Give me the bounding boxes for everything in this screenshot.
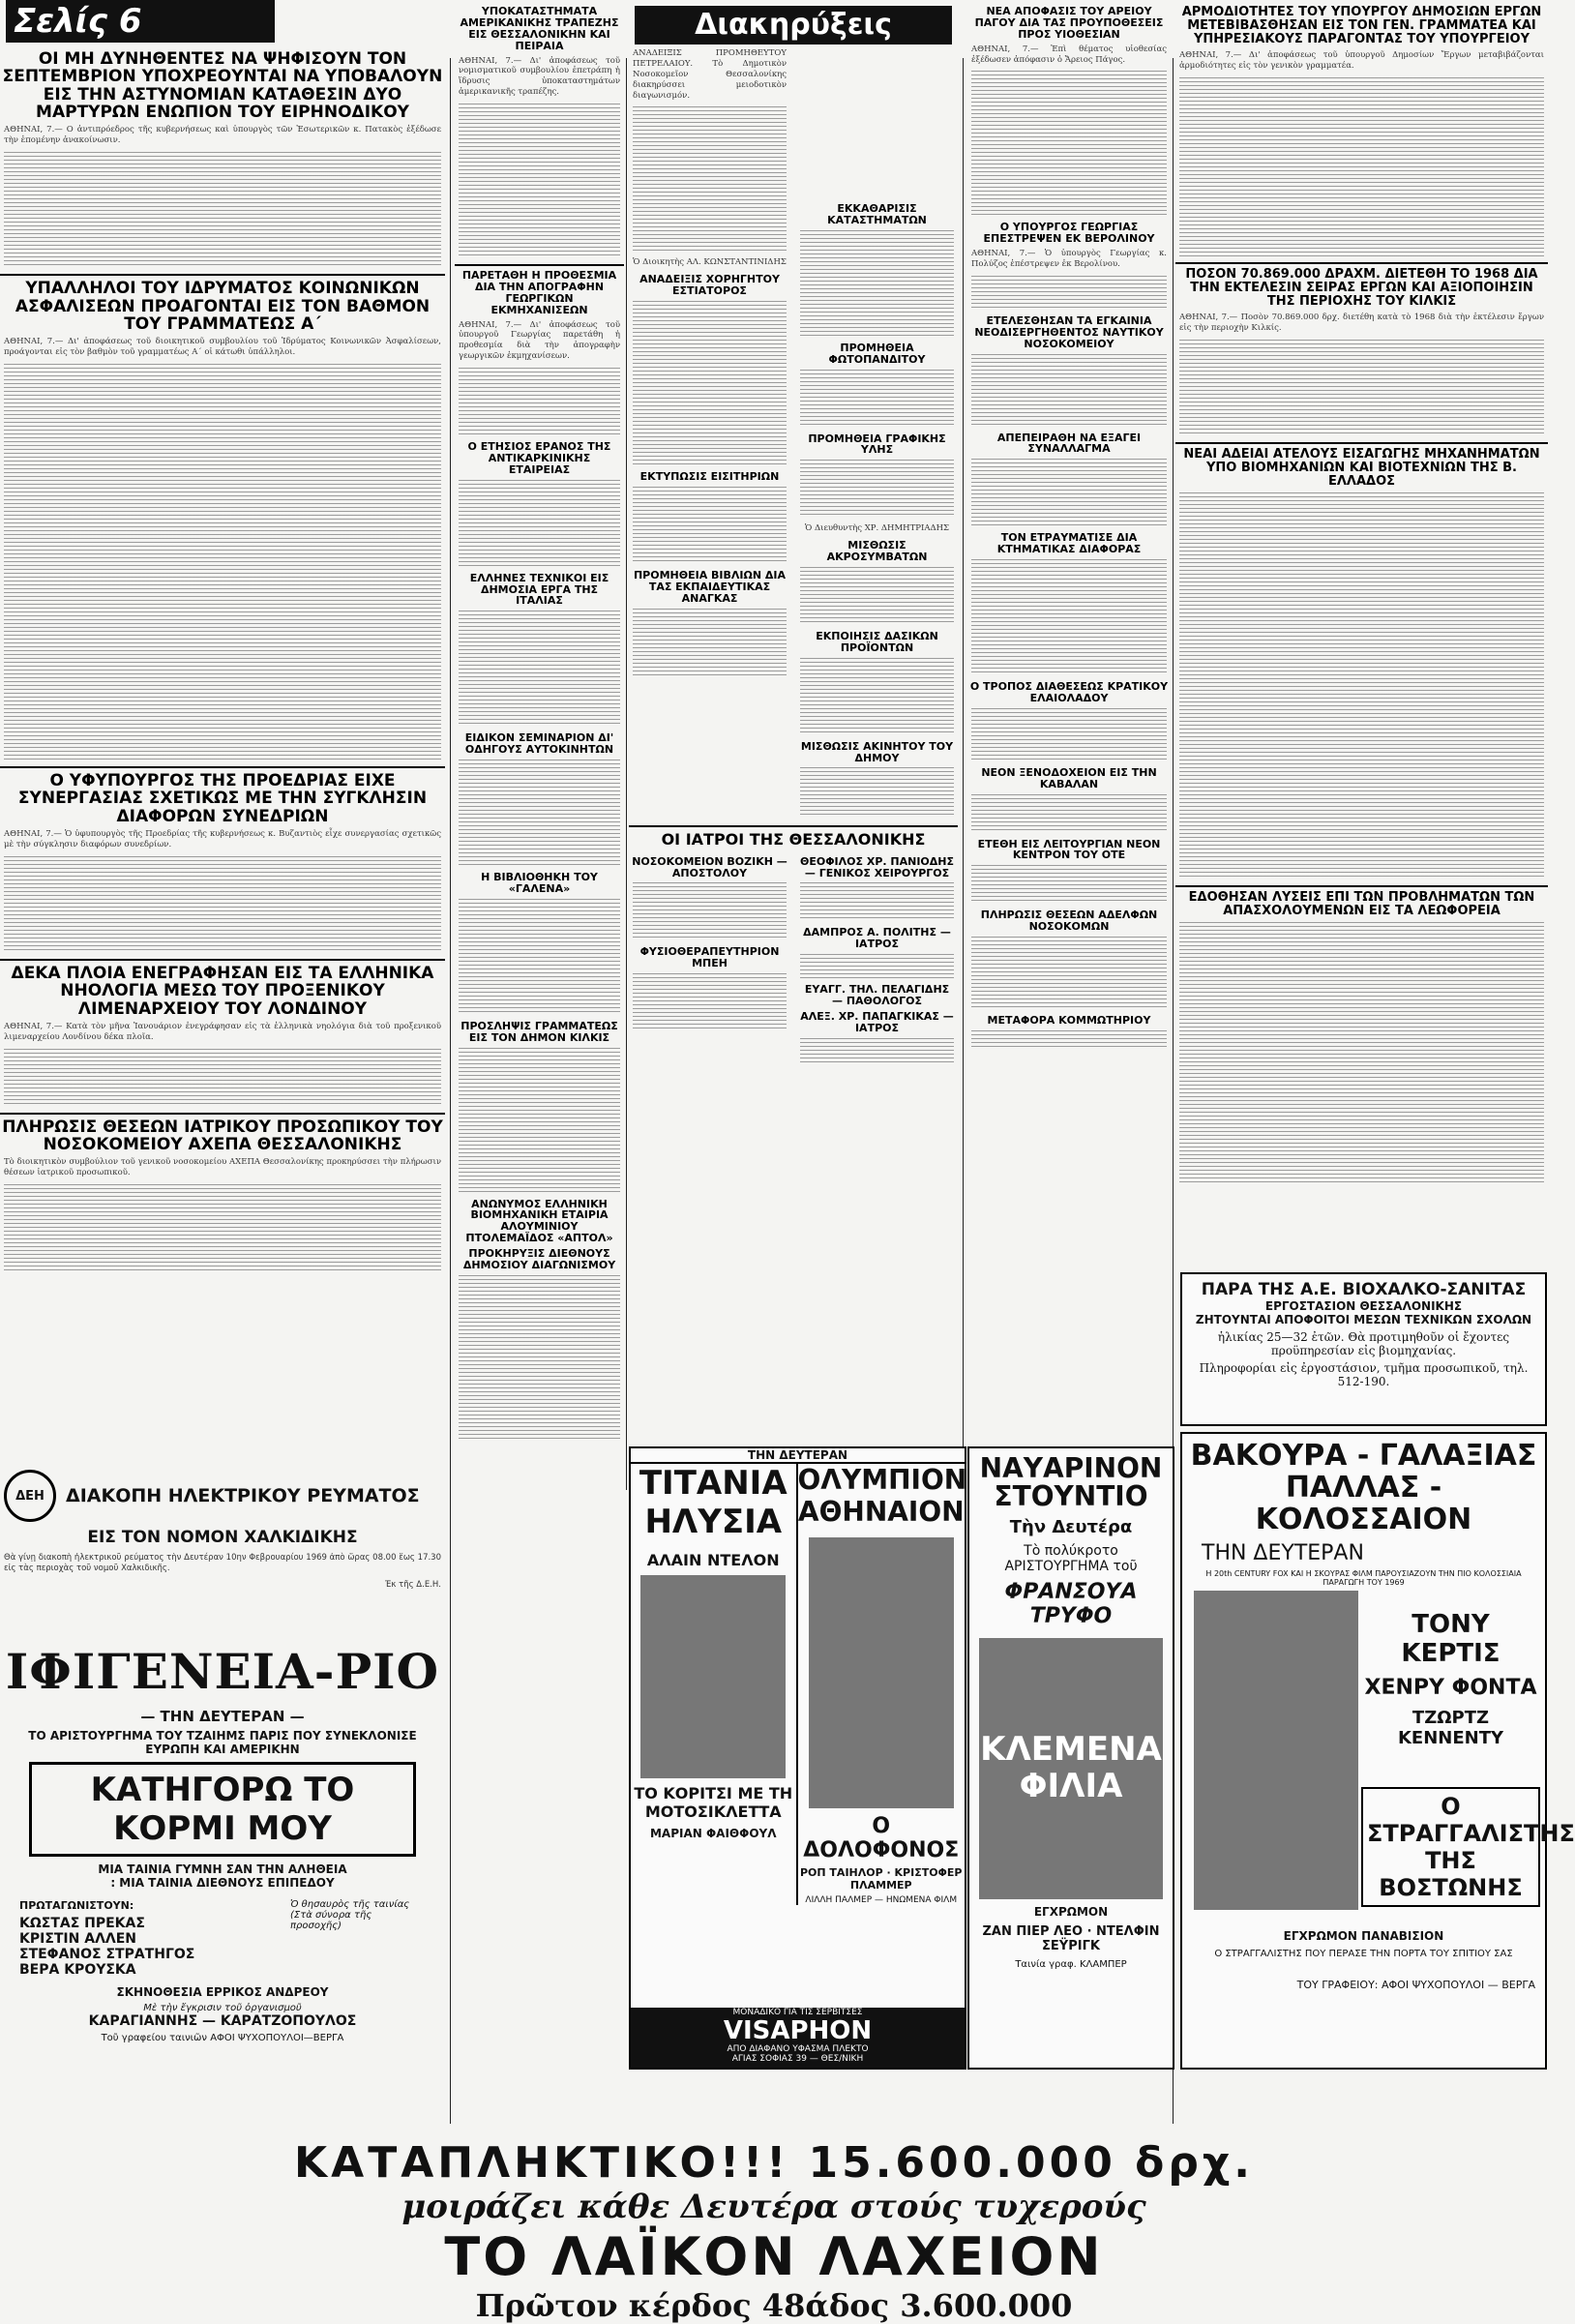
- deh-subtitle: ΕΙΣ ΤΟΝ ΝΟΜΟΝ ΧΑΛΚΙΔΙΚΗΣ: [87, 1528, 358, 1547]
- article-body-lines: [459, 760, 620, 866]
- ad-day: ΤΗΝ ΔΕΥΤΕΡΑΝ: [1202, 1541, 1364, 1565]
- article-body-lines: [1179, 922, 1544, 1183]
- article-body-lines: [800, 954, 954, 978]
- doctor-listing: ΑΛΕΞ. ΧΡ. ΠΑΠΑΓΚΙΚΑΣ — ΙΑΤΡΟΣ: [800, 1009, 954, 1034]
- headline-oil: Ο ΤΡΟΠΟΣ ΔΙΑΘΕΣΕΩΣ ΚΡΑΤΙΚΟΥ ΕΛΑΙΟΛΑΔΟΥ: [969, 680, 1169, 704]
- headline-currency: ΑΠΕΠΕΙΡΑΘΗ ΝΑ ΕΞΑΓΕΙ ΣΥΝΑΛΛΑΓΜΑ: [996, 431, 1142, 456]
- column-rule: [963, 58, 964, 1490]
- studio-note: Η 20th CENTURY FOX ΚΑΙ Η ΣΚΟΥΡΑΣ ΦΙΛΜ ΠΑΡΟΥΣΙΑΖΟΥΝ ΤΗΝ ΠΙΟ ΚΟΛΟΣΣΙΑΙΑ ΠΑΡΑΓΩΓΗ ΤΟΥ 1969: [1205, 1569, 1522, 1587]
- headline-ika: ΥΠΑΛΛΗΛΟΙ ΤΟΥ ΙΔΡΥΜΑΤΟΣ ΚΟΙΝΩΝΙΚΩΝ ΑΣΦΑΛΙΣΕΩΝ ΠΡΟΑΓΟΝΤΑΙ ΕΙΣ ΤΟΝ ΒΑΘΜΟΝ ΤΟΥ ΓΡΑΜΜΑΤΕΩΣ Α΄: [15, 279, 431, 334]
- article-body-lines: [800, 460, 954, 518]
- column-rule: [626, 58, 627, 1490]
- deh-notice: [0, 1466, 445, 1621]
- article-body-lines: [800, 370, 954, 428]
- ad-note: Ο ΣΤΡΑΓΓΑΛΙΣΤΗΣ ΠΟΥ ΠΕΡΑΣΕ ΤΗΝ ΠΟΡΤΑ ΤΟΥ ΣΠΙΤΙΟΥ ΣΑΣ: [1214, 1949, 1513, 1959]
- article-body-lines: [4, 1184, 441, 1271]
- article-text: ΑΘΗΝΑΙ, 7.— Ἐπὶ θέματος υἱοθεσίας ἐξέδωσεν ἀπόφασιν ὁ Ἄρειος Πάγος.: [971, 44, 1167, 65]
- ad-line: ἡλικίας 25—32 ἐτῶν. Θὰ προτιμηθοῦν οἱ ἔχοντες προϋπηρεσίαν εἰς βιομηχανίας.: [1217, 1330, 1510, 1357]
- film-title: ΚΑΤΗΓΟΡΩ ΤΟ ΚΟΡΜΙ ΜΟΥ: [29, 1762, 416, 1857]
- article-body-lines: [800, 767, 954, 816]
- article-body-lines: [633, 487, 787, 564]
- distributor: Τοῦ γραφείου ταινιῶν ΑΦΟΙ ΨΥΧΟΠΟΥΛΟΙ—ΒΕΡΓΑ: [101, 2033, 344, 2043]
- film-poster-image: [1194, 1591, 1358, 1910]
- article-body-lines: [633, 301, 787, 465]
- article-body-lines: [4, 364, 441, 760]
- signature: Ὁ Διοικητὴς ΑΛ. ΚΩΝΣΤΑΝΤΙΝΙΔΗΣ: [633, 257, 787, 268]
- headline-ote: ΕΤΕΘΗ ΕΙΣ ΛΕΙΤΟΥΡΓΙΑΝ ΝΕΟΝ ΚΕΝΤΡΟΝ ΤΟΥ ΟΤΕ: [977, 837, 1161, 862]
- film-poster-image: [979, 1638, 1163, 1899]
- cinema-names: ΒΑΚΟΥΡΑ - ΓΑΛΑΞΙΑΣ ΠΑΛΛΑΣ - ΚΟΛΟΣΣΑΙΟΝ: [1190, 1439, 1537, 1536]
- lottery-ad: [0, 2138, 1548, 2324]
- headline-seminar: ΕΙΔΙΚΟΝ ΣΕΜΙΝΑΡΙΟΝ ΔΙ' ΟΔΗΓΟΥΣ ΑΥΤΟΚΙΝΗΤΩΝ: [464, 731, 614, 757]
- distributor: Ταινία γραφ. ΚΛΑΜΠΕΡ: [1015, 1958, 1127, 1970]
- doctor-listing: ΘΕΟΦΙΛΟΣ ΧΡ. ΠΑΝΙΟΔΗΣ — ΓΕΝΙΚΟΣ ΧΕΙΡΟΥΡΓΟΣ: [799, 854, 955, 879]
- actor-name: ΤΟΝΥ ΚΕΡΤΙΣ: [1401, 1610, 1501, 1668]
- article-body-lines: [971, 937, 1167, 1009]
- visaphon-brand: VISAPHON: [723, 2016, 873, 2045]
- article-text: Τὸ διοικητικὸν συμβούλιον τοῦ γενικοῦ νοσοκομείου ΑΧΕΠΑ Θεσσαλονίκης προκηρύσσει τὴν πλήρωσιν θέσεων ἰατρικοῦ προσωπικοῦ.: [4, 1157, 441, 1178]
- deh-sign: Ἐκ τῆς Δ.Ε.Η.: [385, 1579, 441, 1590]
- deh-text: Θὰ γίνῃ διακοπὴ ἠλεκτρικοῦ ρεύματος τὴν Δευτέραν 10ην Φεβρουαρίου 1969 ἀπὸ ὥρας 08.00 ἕως 17.30 εἰς τὰς περιοχὰς τοῦ νομοῦ Χαλκιδικῆς.: [4, 1553, 441, 1573]
- headline-achepa: ΠΛΗΡΩΣΙΣ ΘΕΣΕΩΝ ΙΑΤΡΙΚΟΥ ΠΡΟΣΩΠΙΚΟΥ ΤΟΥ ΝΟΣΟΚΟΜΕΙΟΥ ΑΧΕΠΑ ΘΕΣΣΑΛΟΝΙΚΗΣ: [2, 1117, 443, 1155]
- ifigeneia-cinema-ad: [0, 1635, 445, 2066]
- lottery-headline: ΚΑΤΑΠΛΗΚΤΙΚΟ!!! 15.600.000 δρχ.: [294, 2138, 1254, 2188]
- headline-tickets: ΕΚΤΥΠΩΣΙΣ ΕΙΣΙΤΗΡΙΩΝ: [639, 470, 780, 483]
- headline-italy: ΕΛΛΗΝΕΣ ΤΕΧΝΙΚΟΙ ΕΙΣ ΔΗΜΟΣΙΑ ΕΡΓΑ ΤΗΣ ΙΤΑΛΙΑΣ: [469, 571, 609, 608]
- article-body-lines: [971, 71, 1167, 216]
- lottery-subline: μοιράζει κάθε Δευτέρα στούς τυχερούς: [401, 2188, 1146, 2226]
- headline-liquidation: ΕΚΚΑΘΑΡΙΣΙΣ ΚΑΤΑΣΤΗΜΑΤΩΝ: [827, 202, 927, 226]
- distributor: ΤΟΥ ΓΡΑΦΕΙΟΥ: ΑΦΟΙ ΨΥΧΟΠΟΥΛΟΙ — ΒΕΡΓΑ: [1296, 1979, 1535, 1991]
- ad-tagline: Τὸ πολύκροτο ΑΡΙΣΤΟΥΡΓΗΜΑ τοῦ: [1004, 1542, 1138, 1574]
- article-body-lines: [971, 559, 1167, 675]
- article-body-lines: [633, 973, 787, 1031]
- film-still-image: [809, 1537, 954, 1808]
- article-body-lines: [800, 230, 954, 337]
- ad-line: ΕΡΓΟΣΤΑΣΙΟΝ ΘΕΣΣΑΛΟΝΙΚΗΣ: [1264, 1299, 1463, 1313]
- article-body-lines: [633, 106, 787, 252]
- article-body-lines: [459, 1048, 620, 1193]
- article-body-lines: [971, 276, 1167, 310]
- doctors-title: ΟΙ ΙΑΤΡΟΙ ΤΗΣ ΘΕΣΣΑΛΟΝΙΚΗΣ: [661, 830, 926, 849]
- article-body-lines: [800, 567, 954, 625]
- headline-machinery: ΝΕΑΙ ΑΔΕΙΑΙ ΑΤΕΛΟΥΣ ΕΙΣΑΓΩΓΗΣ ΜΗΧΑΝΗΜΑΤΩΝ ΥΠΟ ΒΙΟΜΗΧΑΝΙΩΝ ΚΑΙ ΒΙΟΤΕΧΝΙΩΝ ΤΗΣ Β. ΕΛΛΑΔΟΣ: [1183, 446, 1540, 489]
- headline-hospital: ΕΤΕΛΕΣΘΗΣΑΝ ΤΑ ΕΓΚΑΙΝΙΑ ΝΕΟΔΙΣΕΡΓΗΘΕΝΤΟΣ ΝΑΥΤΙΚΟΥ ΝΟΣΟΚΟΜΕΙΟΥ: [974, 313, 1164, 350]
- article-text: ΑΘΗΝΑΙ, 7.— Ὁ ὑπουργὸς Γεωργίας κ. Πολύζος ἐπέστρεψεν ἐκ Βερολίνου.: [971, 249, 1167, 269]
- deh-logo-icon: ΔΕΗ: [4, 1470, 56, 1522]
- headline-library: Η ΒΙΒΛΙΟΘΗΚΗ ΤΟΥ «ΓΑΛΕΝΑ»: [481, 871, 598, 895]
- headline-kilkis-budget: ΠΟΣΟΝ 70.869.000 ΔΡΑΧΜ. ΔΙΕΤΕΘΗ ΤΟ 1968 ΔΙΑ ΤΗΝ ΕΚΤΕΛΕΣΙΝ ΣΕΙΡΑΣ ΕΡΓΩΝ ΚΑΙ ΑΞΙΟΠΟΙΗΣΙΝ ΤΗΣ ΠΕΡΙΟΧΗΣ ΤΟΥ ΚΙΛΚΙΣ: [1185, 266, 1538, 309]
- article-body-lines: [800, 1038, 954, 1062]
- actor-name: ΑΛΑΙΝ ΝΤΕΛΟΝ: [646, 1551, 780, 1569]
- article-body-lines: [1179, 77, 1544, 256]
- headline-forest: ΕΚΠΟΙΗΣΙΣ ΔΑΣΙΚΩΝ ΠΡΟΪΟΝΤΩΝ: [816, 629, 938, 654]
- ad-note: Μὲ τὴν ἔγκρισιν τοῦ ὀργανισμοῦ: [143, 2003, 302, 2013]
- producers: ΚΑΡΑΓΙΑΝΝΗΣ — ΚΑΡΑΤΖΟΠΟΥΛΟΣ: [88, 2013, 357, 2029]
- visaphon-line: ΜΟΝΑΔΙΚΟ ΓΙΑ ΤΙΣ ΣΕΡΒΙΤΣΕΣ: [732, 2008, 863, 2017]
- article-body-lines: [633, 609, 787, 676]
- article-body-lines: [633, 882, 787, 940]
- film-title: Ο ΣΤΡΑΓΓΑΛΙΣΤΗΣ ΤΗΣ ΒΟΣΤΩΝΗΣ: [1361, 1787, 1540, 1907]
- headline-injury: ΤΟΝ ΕΤΡΑΥΜΑΤΙΣΕ ΔΙΑ ΚΤΗΜΑΤΙΚΑΣ ΔΙΑΦΟΡΑΣ: [996, 531, 1142, 556]
- titania-cinema-ad: [629, 1446, 966, 2070]
- article-text: ΑΝΑΔΕΙΞΙΣ ΠΡΟΜΗΘΕΥΤΟΥ ΠΕΤΡΕΛΑΙΟΥ. Τὸ Δημοτικὸν Νοσοκομεῖον Θεσσαλονίκης διακηρύσσει μειοδοτικὸν διαγωνισμόν.: [633, 48, 787, 101]
- column-4: [967, 0, 1171, 1056]
- article-body-lines: [1179, 492, 1544, 879]
- headline-cook: ΑΝΑΔΕΙΞΙΣ ΧΟΡΗΓΗΤΟΥ ΕΣΤΙΑΤΟΡΟΣ: [639, 273, 780, 298]
- lottery-prize: Πρῶτον κέρδος 48άδος 3.600.000: [475, 2287, 1073, 2324]
- cast-member: ΒΕΡΑ ΚΡΟΥΣΚΑ: [19, 1962, 136, 1978]
- ad-line: ΖΗΤΟΥΝΤΑΙ ΑΠΟΦΟΙΤΟΙ ΜΕΣΩΝ ΤΕΧΝΙΚΩΝ ΣΧΟΛΩΝ: [1195, 1313, 1532, 1326]
- cinema-name: ΤΙΤΑΝΙΑ: [639, 1464, 788, 1503]
- ad-note: ΛΙΛΛΗ ΠΑΛΜΕΡ — ΗΝΩΜΕΝΑ ΦΙΛΜ: [805, 1895, 958, 1905]
- headline-books: ΠΡΟΜΗΘΕΙΑ ΒΙΒΛΙΩΝ ΔΙΑ ΤΑΣ ΕΚΠΑΙΔΕΥΤΙΚΑΣ ΑΝΑΓΚΑΣ: [633, 568, 787, 605]
- headline-nurses: ΠΛΗΡΩΣΙΣ ΘΕΣΕΩΝ ΑΔΕΛΦΩΝ ΝΟΣΟΚΟΜΩΝ: [980, 909, 1158, 934]
- ad-line: Πληροφορίαι εἰς ἐργοστάσιον, τμῆμα προσωπικοῦ, τηλ. 512-190.: [1199, 1361, 1529, 1388]
- film-title: Ο ΔΟΛΟΦΟΝΟΣ: [803, 1814, 960, 1862]
- ad-subline: ΜΙΑ ΤΑΙΝΙΑ ΓΥΜΝΗ ΣΑΝ ΤΗΝ ΑΛΗΘΕΙΑ: [98, 1862, 347, 1876]
- actor-name: ΖΑΝ ΠΙΕΡ ΛΕΟ · ΝΤΕΛΦΙΝ ΣΕΫΡΙΓΚ: [982, 1923, 1160, 1953]
- column-3: [629, 0, 958, 1068]
- article-text: ΑΘΗΝΑΙ, 7.— Ὁ ὑφυπουργὸς τῆς Προεδρίας τῆς κυβερνήσεως κ. Βυζαντιὸς εἶχε συνεργασίας σχετικῶς μὲ τὴν σύγκλησιν διαφόρων συνεδρίων.: [4, 829, 441, 849]
- headline-minister: Ο ΥΠΟΥΡΓΟΣ ΓΕΩΡΓΙΑΣ ΕΠΕΣΤΡΕΨΕΝ ΕΚ ΒΕΡΟΛΙΝΟΥ: [983, 221, 1155, 246]
- cinema-name: ΙΦΙΓΕΝΕΙΑ-ΡΙΟ: [5, 1643, 440, 1700]
- article-body-lines: [1179, 340, 1544, 436]
- headline-salon: ΜΕΤΑΦΟΡΑ ΚΟΜΜΩΤΗΡΙΟΥ: [987, 1014, 1151, 1027]
- visaphon-line: ΑΓΙΑΣ ΣΟΦΙΑΣ 39 — ΘΕΣ/ΝΙΚΗ: [731, 2054, 864, 2064]
- cast-member: ΚΡΙΣΤΙΝ ΑΛΛΕΝ: [19, 1931, 137, 1947]
- diakirixeis-banner: Διακηρύξεις: [635, 6, 952, 45]
- section-label: Σελίς 6: [6, 0, 275, 43]
- article-body-lines: [459, 480, 620, 567]
- cast-member: ΚΩΣΤΑΣ ΠΡΕΚΑΣ: [19, 1916, 145, 1931]
- article-body-lines: [459, 611, 620, 727]
- column-1: [0, 0, 445, 1277]
- article-body-lines: [971, 354, 1167, 427]
- article-body-lines: [971, 1030, 1167, 1050]
- vakoura-cinema-ad: [1180, 1432, 1575, 2070]
- navarino-cinema-ad: [967, 1446, 1174, 2070]
- article-body-lines: [800, 658, 954, 735]
- deh-title: ΔΙΑΚΟΠΗ ΗΛΕΚΤΡΙΚΟΥ ΡΕΥΜΑΤΟΣ: [66, 1485, 420, 1506]
- article-text: ΑΘΗΝΑΙ, 7.— Δι' ἀποφάσεως τοῦ ὑπουργοῦ Γεωργίας παρετάθη ἡ προθεσμία διὰ τὴν ἀπογραφὴν γεωργικῶν ἐκμηχανίσεων.: [459, 319, 620, 362]
- cinema-name: ΟΛΥΜΠΙΟΝ: [797, 1464, 967, 1496]
- headline-buses: ΕΔΟΘΗΣΑΝ ΛΥΣΕΙΣ ΕΠΙ ΤΩΝ ΠΡΟΒΛΗΜΑΤΩΝ ΤΩΝ ΑΠΑΣΧΟΛΟΥΜΕΝΩΝ ΕΙΣ ΤΑ ΛΕΩΦΟΡΕΙΑ: [1188, 889, 1535, 918]
- article-text: ΑΘΗΝΑΙ, 7.— Κατὰ τὸν μῆνα Ἰανουάριον ἐνεγράφησαν εἰς τὰ ἑλληνικὰ νηολόγια διὰ τοῦ προξενικοῦ λιμεναρχείου Λονδίνου δέκα πλοῖα.: [4, 1021, 441, 1042]
- article-body-lines: [4, 856, 441, 953]
- headline-property: ΜΙΣΘΩΣΙΣ ΑΚΙΝΗΤΟΥ ΤΟΥ ΔΗΜΟΥ: [800, 739, 954, 764]
- lottery-name: ΤΟ ΛΑΪΚΟΝ ΛΑΧΕΙΟΝ: [444, 2226, 1104, 2287]
- director: ΦΡΑΝΣΟΥΑ ΤΡΥΦΟ: [1004, 1579, 1138, 1628]
- visaphon-banner: [631, 2008, 965, 2068]
- article-text: ΑΘΗΝΑΙ, 7.— Δι' ἀποφάσεως τοῦ ὑπουργοῦ Δημοσίων Ἔργων μεταβιβάζονται ἀρμοδιότητες εἰς τὸν γενικὸν γραμματέα.: [1179, 50, 1544, 71]
- column-2: [455, 0, 624, 1445]
- doctor-listing: ΔΑΜΠΡΟΣ Α. ΠΟΛΙΤΗΣ — ΙΑΤΡΟΣ: [803, 926, 951, 951]
- color-note: ΕΓΧΡΩΜΟΝ: [1033, 1904, 1109, 1919]
- headline-hotel: ΝΕΟΝ ΞΕΝΟΔΟΧΕΙΟΝ ΕΙΣ ΤΗΝ ΚΑΒΑΛΑΝ: [981, 765, 1157, 790]
- headline-presidency: Ο ΥΦΥΠΟΥΡΓΟΣ ΤΗΣ ΠΡΟΕΔΡΙΑΣ ΕΙΧΕ ΣΥΝΕΡΓΑΣΙΑΣ ΣΧΕΤΙΚΩΣ ΜΕ ΤΗΝ ΣΥΓΚΛΗΣΙΝ ΔΙΑΦΟΡΩΝ ΣΥΝΕΔΡΙΩΝ: [17, 771, 428, 826]
- film-still-image: [640, 1575, 786, 1778]
- ad-subline: : ΜΙΑ ΤΑΙΝΙΑ ΔΙΕΘΝΟΥΣ ΕΠΙΠΕΔΟΥ: [110, 1876, 335, 1890]
- headline-cancer: Ο ΕΤΗΣΙΟΣ ΕΡΑΝΟΣ ΤΗΣ ΑΝΤΙΚΑΡΚΙΝΙΚΗΣ ΕΤΑΙΡΕΙΑΣ: [467, 440, 611, 476]
- cinema-name: ΗΛΥΣΙΑ: [644, 1503, 783, 1541]
- headline-aptol: ΑΝΩΝΥΜΟΣ ΕΛΛΗΝΙΚΗ ΒΙΟΜΗΧΑΝΙΚΗ ΕΤΑΙΡΙΑ ΑΛΟΥΜΙΝΙΟΥ ΠΤΟΛΕΜΑΪΔΟΣ «ΑΠΤΟΛ»: [465, 1197, 613, 1245]
- headline-stationery: ΠΡΟΜΗΘΕΙΑ ΓΡΑΦΙΚΗΣ ΥΛΗΣ: [808, 432, 946, 457]
- headline-aptol-tender: ΠΡΟΚΗΡΥΞΙΣ ΔΙΕΘΝΟΥΣ ΔΗΜΟΣΙΟΥ ΔΙΑΓΩΝΙΣΜΟΥ: [462, 1247, 616, 1271]
- ad-tagline: ΤΟ ΑΡΙΣΤΟΥΡΓΗΜΑ ΤΟΥ ΤΖΑΙΗΜΣ ΠΑΡΙΣ ΠΟΥ ΣΥΝΕΚΛΟΝΙΣΕ ΕΥΡΩΠΗ ΚΑΙ ΑΜΕΡΙΚΗΝ: [28, 1729, 417, 1756]
- article-body-lines: [971, 708, 1167, 761]
- article-body-lines: [971, 459, 1167, 526]
- headline-photo: ΠΡΟΜΗΘΕΙΑ ΦΩΤΟΠΑΝΔΙΤΟΥ: [828, 341, 926, 366]
- ad-day: — ΤΗΝ ΔΕΥΤΕΡΑΝ —: [140, 1708, 305, 1725]
- article-body-lines: [971, 865, 1167, 904]
- article-text: ΑΘΗΝΑΙ, 7.— Δι' ἀποφάσεως τοῦ διοικητικοῦ συμβουλίου τοῦ Ἱδρύματος Κοινωνικῶν Ἀσφαλίσεων, προάγονται εἰς τὸν βαθμὸν τοῦ γραμματέως Α΄ οἱ κάτωθι ὑπάλληλοι.: [4, 337, 441, 358]
- doctor-listing: ΦΥΣΙΟΘΕΡΑΠΕΥΤΗΡΙΟΝ ΜΠΕΗ: [639, 945, 780, 970]
- article-body-lines: [4, 1049, 441, 1107]
- article-body-lines: [971, 794, 1167, 833]
- article-text: ΑΘΗΝΑΙ, 7.— Ο ἀντιπρόεδρος τῆς κυβερνήσεως καὶ ὑπουργὸς τῶν Ἐσωτερικῶν κ. Πατακὸς ἐξέδωσε τὴν ἑπομένην ἀνακοίνωσιν.: [4, 125, 441, 146]
- film-title: ΤΟ ΚΟΡΙΤΣΙ ΜΕ ΤΗ ΜΟΤΟΣΙΚΛΕΤΤΑ: [634, 1784, 793, 1821]
- column-rule: [450, 58, 451, 2124]
- headline-bank: ΥΠΟΚΑΤΑΣΤΗΜΑΤΑ ΑΜΕΡΙΚΑΝΙΚΗΣ ΤΡΑΠΕΖΗΣ ΕΙΣ ΘΕΣΣΑΛΟΝΙΚΗΝ ΚΑΙ ΠΕΙΡΑΙΑ: [460, 5, 619, 52]
- headline-census: ΠΑΡΕΤΑΘΗ Η ΠΡΟΘΕΣΜΙΑ ΔΙΑ ΤΗΝ ΑΠΟΓΡΑΦΗΝ ΓΕΩΡΓΙΚΩΝ ΕΚΜΗΧΑΝΙΣΕΩΝ: [461, 269, 617, 316]
- doctor-listing: ΕΥΑΓΓ. ΤΗΛ. ΠΕΛΑΓΙΔΗΣ — ΠΑΘΟΛΟΓΟΣ: [804, 983, 950, 1008]
- viohalko-ad: [1180, 1272, 1547, 1426]
- actor-name: ΡΟΠ ΤΑΙΗΛΟΡ · ΚΡΙΣΤΟΦΕΡ ΠΛΑΜΜΕΡ: [799, 1866, 963, 1892]
- film-title: ΚΛΕΜΕΝΑ ΦΙΛΙΑ: [980, 1730, 1162, 1805]
- cinema-name: ΝΑΥΑΡΙΝΟΝ ΣΤΟΥΝΤΙΟ: [979, 1452, 1163, 1513]
- headline-ships: ΔΕΚΑ ΠΛΟΙΑ ΕΝΕΓΡΑΦΗΣΑΝ ΕΙΣ ΤΑ ΕΛΛΗΝΙΚΑ ΝΗΟΛΟΓΙΑ ΜΕΣΩ ΤΟΥ ΠΡΟΞΕΝΙΚΟΥ ΛΙΜΕΝΑΡΧΕΙΟΥ ΤΟΥ ΛΟΝΔΙΝΟΥ: [11, 963, 434, 1019]
- cinema-name: ΑΘΗΝΑΙΟΝ: [797, 1496, 965, 1528]
- actor-name: ΜΑΡΙΑΝ ΦΑΙΘΦΟΥΛ: [649, 1827, 777, 1840]
- article-body-lines: [800, 882, 954, 921]
- article-body-lines: [459, 1275, 620, 1440]
- headline-lease: ΜΙΣΘΩΣΙΣ ΑΚΡΟΣΥΜΒΑΤΩΝ: [826, 539, 928, 563]
- actor-name: ΧΕΝΡΥ ΦΟΝΤΑ: [1364, 1676, 1537, 1700]
- column-5: [1175, 0, 1548, 1189]
- article-body-lines: [459, 104, 620, 258]
- article-body-lines: [459, 899, 620, 1015]
- doctor-listing: ΝΟΣΟΚΟΜΕΙΟΝ ΒΟΖΙΚΗ — ΑΠΟΣΤΟΛΟΥ: [632, 854, 788, 879]
- ad-title: ΠΑΡΑ ΤΗΣ Α.Ε. ΒΙΟΧΑΛΚΟ-ΣΑΝΙΤΑΣ: [1201, 1280, 1527, 1299]
- headline-public-works: ΑΡΜΟΔΙΟΤΗΤΕΣ ΤΟΥ ΥΠΟΥΡΓΟΥ ΔΗΜΟΣΙΩΝ ΕΡΓΩΝ ΜΕΤΕΒΙΒΑΣΘΗΣΑΝ ΕΙΣ ΤΟΝ ΓΕΝ. ΓΡΑΜΜΑΤΕΑ ΚΑΙ ΥΠΗΡΕΣΙΑΚΟΥΣ ΠΑΡΑΓΟΝΤΑΣ ΤΟΥ ΥΠΟΥΡΓΕΙΟΥ: [1181, 5, 1542, 47]
- director: ΣΚΗΝΟΘΕΣΙΑ ΕΡΡΙΚΟΣ ΑΝΔΡΕΟΥ: [116, 1985, 329, 1999]
- article-text: ΑΘΗΝΑΙ, 7.— Δι' ἀποφάσεως τοῦ νομισματικοῦ συμβουλίου ἐπετράπη ἡ ἵδρυσις ὑποκαταστημάτων ἀμερικανικῆς τραπέζης.: [459, 55, 620, 98]
- visaphon-line: ΑΠΟ ΔΙΑΦΑΝΟ ΥΦΑΣΜΑ ΠΛΕΚΤΟ: [727, 2044, 869, 2054]
- signature: Ὁ Διευθυντὴς ΧΡ. ΔΗΜΗΤΡΙΑΔΗΣ: [804, 523, 950, 534]
- cast-member: ΣΤΕΦΑΝΟΣ ΣΤΡΑΤΗΓΟΣ: [19, 1947, 195, 1962]
- ad-note: Ὁ θησαυρὸς τῆς ταινίας (Στὰ σύνορα τῆς προσοχῆς): [290, 1899, 410, 1931]
- headline-kilkis: ΠΡΟΣΛΗΨΙΣ ΓΡΑΜΜΑΤΕΩΣ ΕΙΣ ΤΟΝ ΔΗΜΟΝ ΚΙΛΚΙΣ: [461, 1019, 618, 1044]
- article-body-lines: [4, 152, 441, 268]
- color-note: ΕΓΧΡΩΜΟΝ ΠΑΝΑΒΙΣΙΟΝ: [1283, 1929, 1444, 1943]
- headline-adoption: ΝΕΑ ΑΠΟΦΑΣΙΣ ΤΟΥ ΑΡΕΙΟΥ ΠΑΓΟΥ ΔΙΑ ΤΑΣ ΠΡΟΥΠΟΘΕΣΕΙΣ ΠΡΟΣ ΥΙΟΘΕΣΙΑΝ: [974, 5, 1164, 41]
- ad-day: ΤΗΝ ΔΕΥΤΕΡΑΝ: [631, 1448, 965, 1464]
- article-body-lines: [459, 368, 620, 435]
- actor-name: ΤΖΩΡΤΖ ΚΕΝΝΕΝΤΥ: [1397, 1708, 1504, 1748]
- cast-label: ΠΡΩΤΑΓΩΝΙΣΤΟΥΝ:: [19, 1899, 134, 1912]
- article-text: ΑΘΗΝΑΙ, 7.— Ποσὸν 70.869.000 δρχ. διετέθη κατὰ τὸ 1968 διὰ τὴν ἐκτέλεσιν ἔργων εἰς τὴν περιοχὴν Κιλκίς.: [1179, 312, 1544, 333]
- headline-voters: ΟΙ ΜΗ ΔΥΝΗΘΕΝΤΕΣ ΝΑ ΨΗΦΙΣΟΥΝ ΤΟΝ ΣΕΠΤΕΜΒΡΙΟΝ ΥΠΟΧΡΕΟΥΝΤΑΙ ΝΑ ΥΠΟΒΑΛΟΥΝ ΕΙΣ ΤΗΝ ΑΣΤΥΝΟΜΙΑΝ ΚΑΤΑΘΕΣΙΝ ΔΥΟ ΜΑΡΤΥΡΩΝ ΕΝΩΠΙΟΝ ΤΟΥ ΕΙΡΗΝΟΔΙΚΟΥ: [2, 49, 443, 123]
- ad-day: Τὴν Δευτέρα: [1009, 1516, 1133, 1537]
